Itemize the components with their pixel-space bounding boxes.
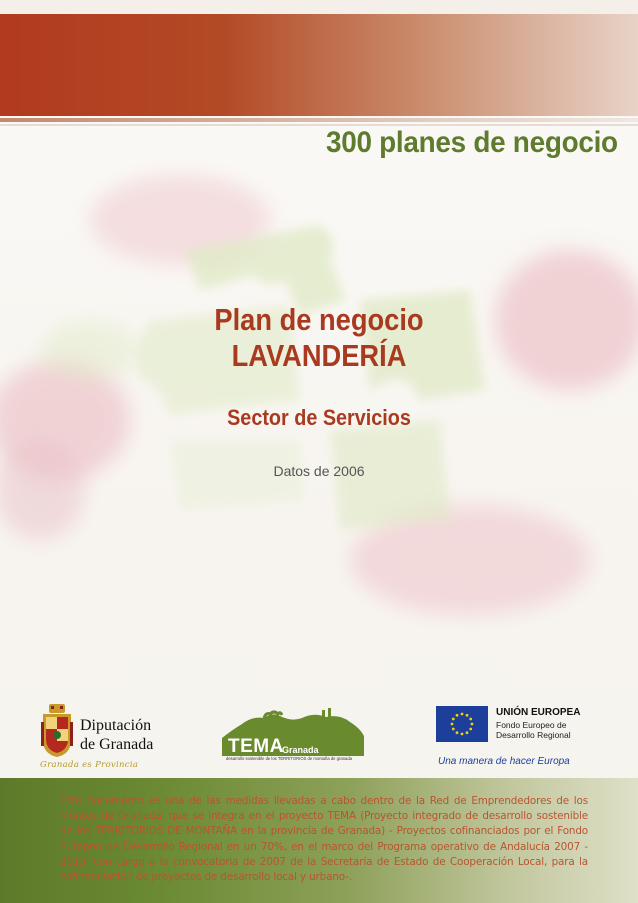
diputacion-tagline: Granada es Provincia: [40, 760, 139, 770]
tema-name: TEMA: [228, 736, 284, 757]
diputacion-logo: [40, 700, 170, 775]
tema-subtitle: desarrollo sostenible de los TERRITORIOS de montaña de granada: [226, 756, 353, 761]
top-color-band: [0, 14, 638, 116]
diputacion-line-2: de Granada: [80, 736, 154, 753]
footer-disclaimer: Este documento es una de las medidas llevadas a cabo dentro de la Red de Emprendedores de los Montes de Granada, que se integra en el proyecto TEMA (Proyecto integrado de desarrollo sostenible de los TERRITORIOS DE MONTAÑA en la provincia de Granada) - Proyectos cofinanciados por el Fondo Europeo de Desarrollo Regional en un 70%, en el marco del Programa operativo de Andalucía 2007 - 2013, con cargo a la convocatoria de 2007 de la Secretaría de Estado de Cooperación Local, para la cofinanciación de proyectos de desarrollo local y urbano-.: [60, 795, 588, 884]
top-strip: [0, 0, 638, 14]
sector-subtitle: Sector de Servicios: [227, 405, 411, 430]
title-line-1: Plan de negocio: [214, 302, 424, 337]
eu-flag-icon: [436, 706, 488, 742]
series-title: 300 planes de negocio: [326, 126, 618, 159]
eu-fund-line-1: Fondo Europeo de: [496, 720, 567, 730]
eu-logo: [436, 706, 606, 768]
eu-fund-line-2: Desarrollo Regional: [496, 730, 571, 740]
top-divider-line: [0, 118, 638, 122]
title-line-2: LAVANDERÍA: [231, 338, 407, 373]
diputacion-line-1: Diputación: [80, 717, 152, 734]
diputacion-name: [80, 716, 153, 754]
tema-logo: [222, 708, 370, 766]
date-note: Datos de 2006: [273, 463, 365, 479]
tema-region: Granada: [282, 745, 319, 755]
eu-title: UNIÓN EUROPEA: [496, 707, 581, 718]
eu-motto: Una manera de hacer Europa: [438, 756, 570, 767]
coat-of-arms-icon: [40, 704, 74, 758]
